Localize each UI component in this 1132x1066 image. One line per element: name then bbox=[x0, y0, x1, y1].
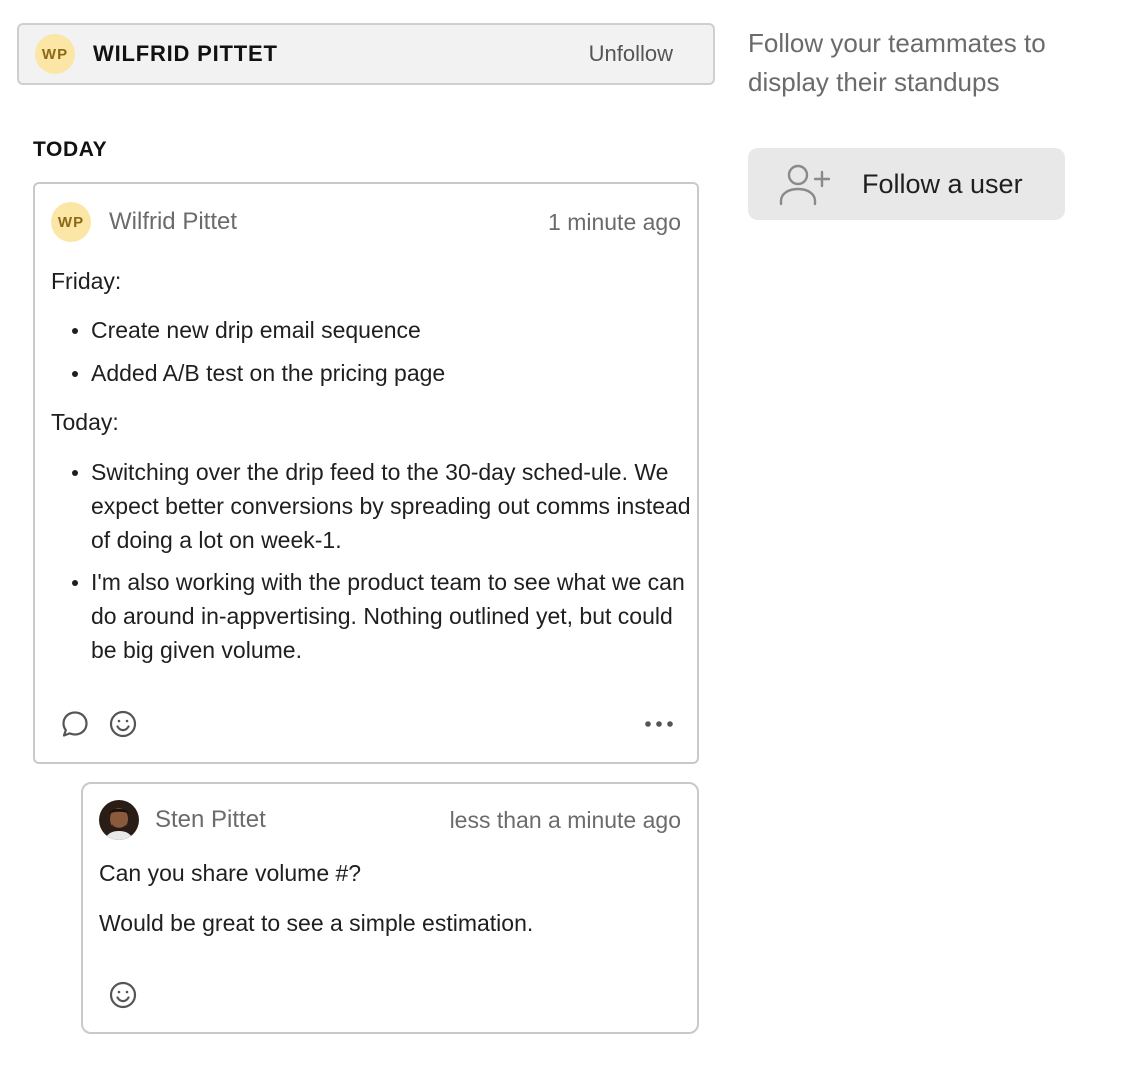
list-item: I'm also working with the product team to see what we can do around in-appvertising. Nothing outlined yet, but could be big given volume. bbox=[51, 565, 691, 667]
list-item: Switching over the drip feed to the 30-day sched-ule. We expect better conversions by spreading out comms instead of doing a lot on week-1. bbox=[51, 455, 691, 557]
followed-user-bar bbox=[17, 23, 715, 85]
section-heading-friday: Friday: bbox=[51, 268, 122, 294]
emoji-reaction-icon[interactable] bbox=[107, 708, 139, 740]
follow-hint-text: Follow your teammates to display their standups bbox=[748, 28, 1046, 97]
post-timestamp: 1 minute ago bbox=[548, 208, 681, 235]
post-author[interactable]: Wilfrid Pittet bbox=[109, 208, 238, 235]
add-user-icon bbox=[778, 162, 830, 206]
section-heading-today: Today: bbox=[51, 409, 119, 435]
reply-line: Can you share volume #? bbox=[99, 860, 362, 886]
follow-a-user-button[interactable] bbox=[748, 148, 1065, 220]
more-options-icon[interactable] bbox=[643, 708, 675, 740]
standup-post-card bbox=[33, 182, 699, 764]
today-list bbox=[51, 455, 691, 667]
section-title-today: TODAY bbox=[33, 138, 108, 161]
reply-line: Would be great to see a simple estimation. bbox=[99, 910, 534, 936]
friday-list bbox=[51, 313, 691, 390]
list-item: Added A/B test on the pricing page bbox=[51, 356, 691, 390]
avatar: WP bbox=[51, 202, 91, 242]
followed-user-name: WILFRID PITTET bbox=[93, 41, 278, 66]
emoji-reaction-icon[interactable] bbox=[107, 979, 139, 1011]
reply-timestamp: less than a minute ago bbox=[449, 806, 681, 833]
avatar: WP bbox=[35, 34, 75, 74]
avatar bbox=[99, 800, 139, 840]
post-body bbox=[51, 264, 691, 667]
unfollow-button[interactable]: Unfollow bbox=[588, 41, 673, 66]
post-header bbox=[51, 202, 681, 242]
list-item: Create new drip email sequence bbox=[51, 313, 691, 347]
reply-header bbox=[99, 800, 681, 840]
comment-icon[interactable] bbox=[59, 708, 91, 740]
reply-author[interactable]: Sten Pittet bbox=[155, 806, 266, 833]
reply-card bbox=[81, 782, 699, 1034]
reply-body bbox=[99, 856, 679, 940]
follow-a-user-label: Follow a user bbox=[862, 168, 1023, 199]
